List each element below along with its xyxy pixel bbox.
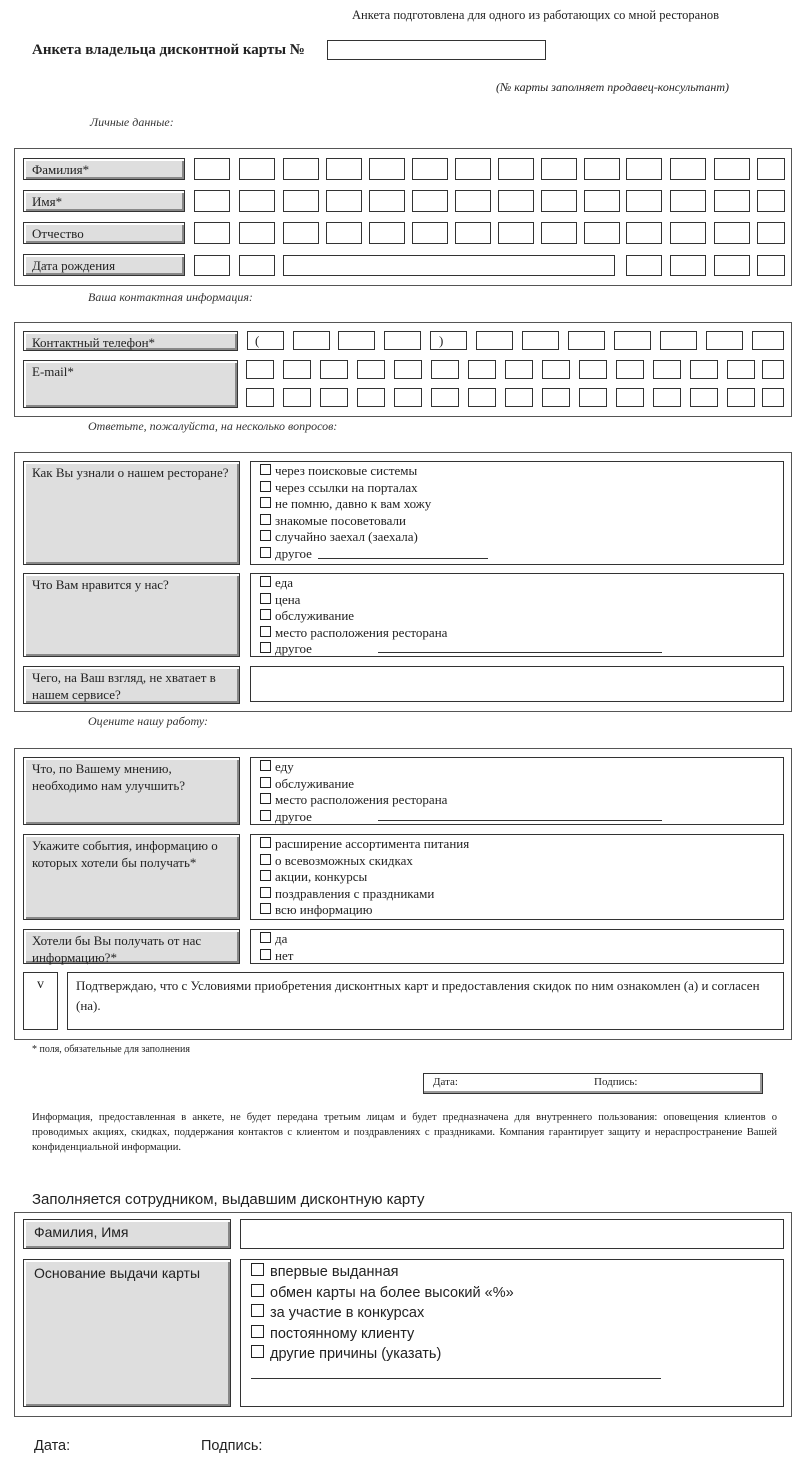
- q4-option-label: место расположения ресторана: [275, 792, 448, 808]
- checkbox-icon[interactable]: [260, 854, 271, 865]
- reason-option[interactable]: [251, 1303, 514, 1324]
- email-char-box[interactable]: [468, 360, 496, 379]
- q5-option[interactable]: [260, 902, 469, 919]
- privacy-text: Информация, предоставленная в анкете, не будет передана третьим лицам и будет предназначена для внутреннего пользования: оповещения клиентов о проводимых акциях, скидках, поддержания контактов с клиентом и поздравлениях с праздниками. Компания гарантирует защиту и нераспространение Вашей конфиденциальной информации.: [32, 1112, 777, 1153]
- email-char-box[interactable]: [505, 360, 533, 379]
- patronymic-char-box[interactable]: [412, 222, 448, 244]
- q4-other-line[interactable]: [378, 820, 662, 821]
- checkbox-icon[interactable]: [251, 1263, 264, 1276]
- q4-option-label: другое: [275, 808, 312, 824]
- q5-label: Укажите события, информацию о которых хотели бы получать*: [23, 834, 240, 920]
- checkbox-icon[interactable]: [260, 760, 271, 771]
- q2-option[interactable]: [260, 608, 447, 625]
- q2-option[interactable]: [260, 625, 447, 642]
- patronymic-label: Отчество: [23, 222, 185, 244]
- reason-option[interactable]: [251, 1324, 514, 1345]
- birth-day-input[interactable]: [194, 255, 230, 276]
- surname-char-box[interactable]: [369, 158, 405, 180]
- q1-option[interactable]: [260, 529, 431, 546]
- q4-option-label: еду: [275, 759, 294, 774]
- consent-text: Подтверждаю, что с Условиями приобретения дисконтных карт и предоставления скидок по ним ознакомлен (а) и согласен (на).: [67, 972, 784, 1030]
- q2-options: [260, 575, 447, 658]
- q1-option[interactable]: [260, 513, 431, 530]
- phone-digit-box[interactable]: [660, 331, 697, 350]
- q6-option[interactable]: [260, 948, 293, 965]
- section-questions: Ответьте, пожалуйста, на несколько вопросов:: [88, 419, 338, 433]
- checkbox-icon[interactable]: [260, 497, 271, 508]
- q1-label: Как Вы узнали о нашем ресторане?: [23, 461, 240, 565]
- card-number-input[interactable]: [327, 40, 546, 60]
- email-char-box[interactable]: [727, 388, 755, 407]
- checkbox-icon[interactable]: [260, 514, 271, 525]
- q6-option-label: да: [275, 931, 288, 946]
- reason-option[interactable]: [251, 1283, 514, 1304]
- section-rate: Оцените нашу работу:: [88, 714, 208, 728]
- reason-option-label: обмен карты на более высокий «%»: [270, 1284, 514, 1301]
- birth-extra-4[interactable]: [757, 255, 785, 276]
- q6-options: [260, 931, 293, 964]
- email-char-box[interactable]: [542, 360, 570, 379]
- q5-option-label: расширение ассортимента питания: [275, 836, 470, 851]
- phone-digit-box[interactable]: [476, 331, 513, 350]
- email-char-box[interactable]: [320, 388, 348, 407]
- q1-options: [260, 463, 431, 563]
- email-char-box[interactable]: [246, 388, 274, 407]
- q6-option-label: нет: [275, 947, 294, 963]
- surname-char-box[interactable]: [194, 158, 230, 180]
- surname-char-box[interactable]: [714, 158, 750, 180]
- phone-digit-box[interactable]: [293, 331, 330, 350]
- email-char-box[interactable]: [431, 388, 459, 407]
- q4-option[interactable]: [260, 809, 447, 826]
- surname-char-box[interactable]: [626, 158, 662, 180]
- checkbox-icon[interactable]: [260, 887, 271, 898]
- reason-option-label: постоянному клиенту: [270, 1325, 415, 1342]
- q1-option-label: через ссылки на порталах: [275, 479, 418, 495]
- staff-sign-label: Подпись:: [201, 1438, 263, 1454]
- email-char-box[interactable]: [579, 360, 607, 379]
- email-char-box[interactable]: [394, 388, 422, 407]
- form-title: Анкета владельца дисконтной карты №: [32, 42, 305, 58]
- q1-option[interactable]: [260, 480, 431, 497]
- name-char-box[interactable]: [455, 190, 491, 212]
- email-label: E-mail*: [23, 360, 238, 408]
- phone-close-paren: ): [439, 333, 444, 348]
- q6-option[interactable]: [260, 931, 293, 948]
- email-char-box[interactable]: [727, 360, 755, 379]
- checkbox-icon[interactable]: [260, 642, 271, 653]
- phone-digit-box[interactable]: [522, 331, 559, 350]
- header-note: Анкета подготовлена для одного из работающих со мной ресторанов: [352, 8, 720, 22]
- checkbox-icon[interactable]: [260, 593, 271, 604]
- date-sign-box[interactable]: [423, 1073, 763, 1094]
- surname-char-box[interactable]: [670, 158, 706, 180]
- surname-char-box[interactable]: [239, 158, 275, 180]
- required-note: * поля, обязательные для заполнения: [32, 1044, 190, 1055]
- q4-options: [260, 759, 447, 825]
- patronymic-char-box[interactable]: [541, 222, 577, 244]
- name-char-box[interactable]: [498, 190, 534, 212]
- surname-char-box[interactable]: [283, 158, 319, 180]
- q5-option[interactable]: [260, 886, 469, 903]
- checkbox-icon[interactable]: [251, 1304, 264, 1317]
- phone-digit-box[interactable]: [614, 331, 651, 350]
- q4-option-label: обслуживание: [275, 775, 355, 791]
- phone-open-paren: (: [255, 333, 260, 348]
- q1-option-label: другое: [275, 545, 312, 561]
- patronymic-char-box[interactable]: [584, 222, 620, 244]
- q1-option[interactable]: [260, 496, 431, 513]
- date-label: Дата:: [433, 1076, 458, 1088]
- birth-month-input[interactable]: [239, 255, 275, 276]
- phone-digit-box[interactable]: [706, 331, 743, 350]
- birth-year-input[interactable]: [283, 255, 615, 276]
- checkbox-icon[interactable]: [260, 810, 271, 821]
- q2-option-label: обслуживание: [275, 608, 355, 624]
- checkbox-icon[interactable]: [260, 626, 271, 637]
- q2-label: Что Вам нравится у нас?: [23, 573, 240, 657]
- q4-option[interactable]: [260, 776, 447, 793]
- surname-char-box[interactable]: [541, 158, 577, 180]
- q1-other-line[interactable]: [318, 558, 488, 559]
- patronymic-char-box[interactable]: [194, 222, 230, 244]
- q1-option-label: не помню, давно к вам хожу: [275, 496, 432, 512]
- name-char-box[interactable]: [412, 190, 448, 212]
- checkbox-icon[interactable]: [251, 1284, 264, 1297]
- patronymic-char-box[interactable]: [714, 222, 750, 244]
- name-char-box[interactable]: [239, 190, 275, 212]
- q5-option[interactable]: [260, 853, 469, 870]
- q5-option[interactable]: [260, 836, 469, 853]
- email-char-box[interactable]: [505, 388, 533, 407]
- q5-option-label: акции, конкурсы: [275, 869, 368, 885]
- phone-digit-box[interactable]: [338, 331, 375, 350]
- birth-extra-3[interactable]: [714, 255, 750, 276]
- checkbox-icon[interactable]: [260, 481, 271, 492]
- phone-digit-box[interactable]: [247, 331, 284, 350]
- email-char-box[interactable]: [320, 360, 348, 379]
- phone-digit-box[interactable]: [568, 331, 605, 350]
- name-char-box[interactable]: [283, 190, 319, 212]
- email-char-box[interactable]: [762, 388, 784, 407]
- checkbox-icon[interactable]: [260, 793, 271, 804]
- q2-option-label: другое: [275, 641, 312, 657]
- email-char-box[interactable]: [762, 360, 784, 379]
- email-char-box[interactable]: [357, 360, 385, 379]
- checkbox-icon[interactable]: [260, 837, 271, 848]
- email-char-box[interactable]: [616, 360, 644, 379]
- email-char-box[interactable]: [246, 360, 274, 379]
- email-char-box[interactable]: [542, 388, 570, 407]
- name-label: Имя*: [23, 190, 185, 212]
- q1-option-label: знакомые посоветовали: [275, 512, 406, 528]
- email-char-box[interactable]: [283, 388, 311, 407]
- q2-option[interactable]: [260, 575, 447, 592]
- surname-char-box[interactable]: [584, 158, 620, 180]
- patronymic-char-box[interactable]: [239, 222, 275, 244]
- name-char-box[interactable]: [369, 190, 405, 212]
- email-char-box[interactable]: [431, 360, 459, 379]
- birth-date-label: Дата рождения: [23, 254, 185, 276]
- birth-extra-2[interactable]: [670, 255, 706, 276]
- reason-option-label: впервые выданная: [270, 1264, 399, 1280]
- checkbox-icon[interactable]: [260, 547, 271, 558]
- checkbox-icon[interactable]: [260, 903, 271, 914]
- q5-option[interactable]: [260, 869, 469, 886]
- email-char-box[interactable]: [690, 360, 718, 379]
- sign-label: Подпись:: [594, 1076, 638, 1088]
- q5-option-label: всю информацию: [275, 902, 373, 918]
- patronymic-char-box[interactable]: [455, 222, 491, 244]
- reason-label: Основание выдачи карты: [23, 1259, 231, 1407]
- q4-option[interactable]: [260, 792, 447, 809]
- patronymic-char-box[interactable]: [283, 222, 319, 244]
- phone-digit-box[interactable]: [430, 331, 467, 350]
- section-contact: Ваша контактная информация:: [88, 290, 253, 304]
- phone-digit-box[interactable]: [384, 331, 421, 350]
- q6-label: Хотели бы Вы получать от нас информацию?*: [23, 929, 240, 964]
- surname-char-box[interactable]: [455, 158, 491, 180]
- q5-option-label: о всевозможных скидках: [275, 852, 413, 868]
- section-personal: Личные данные:: [90, 115, 174, 129]
- staff-name-input[interactable]: [240, 1219, 784, 1249]
- surname-char-box[interactable]: [326, 158, 362, 180]
- q5-options: [260, 836, 469, 919]
- surname-char-box[interactable]: [498, 158, 534, 180]
- checkbox-icon[interactable]: [260, 576, 271, 587]
- q2-option[interactable]: [260, 641, 447, 658]
- patronymic-char-box[interactable]: [626, 222, 662, 244]
- email-char-box[interactable]: [690, 388, 718, 407]
- patronymic-char-box[interactable]: [757, 222, 785, 244]
- consent-checkbox[interactable]: v: [23, 972, 58, 1030]
- checkbox-icon[interactable]: [260, 870, 271, 881]
- checkbox-icon[interactable]: [251, 1345, 264, 1358]
- reason-other-line[interactable]: [251, 1378, 661, 1379]
- name-char-box[interactable]: [326, 190, 362, 212]
- patronymic-char-box[interactable]: [326, 222, 362, 244]
- checkbox-icon[interactable]: [260, 464, 271, 475]
- staff-date-label: Дата:: [34, 1438, 71, 1454]
- email-char-box[interactable]: [394, 360, 422, 379]
- q3-answer-input[interactable]: [250, 666, 784, 702]
- checkbox-icon[interactable]: [260, 949, 271, 960]
- patronymic-char-box[interactable]: [498, 222, 534, 244]
- email-char-box[interactable]: [653, 388, 681, 407]
- email-char-box[interactable]: [468, 388, 496, 407]
- email-char-box[interactable]: [283, 360, 311, 379]
- checkbox-icon[interactable]: [260, 530, 271, 541]
- q3-label: Чего, на Ваш взгляд, не хватает в нашем сервисе?: [23, 666, 240, 704]
- email-char-box[interactable]: [579, 388, 607, 407]
- card-number-note: (№ карты заполняет продавец-консультант): [496, 80, 730, 94]
- patronymic-char-box[interactable]: [369, 222, 405, 244]
- name-char-box[interactable]: [584, 190, 620, 212]
- q1-option-label: случайно заехал (заехала): [275, 529, 418, 545]
- q2-option-label: цена: [275, 591, 301, 607]
- surname-char-box[interactable]: [412, 158, 448, 180]
- q5-option-label: поздравления с праздниками: [275, 885, 435, 901]
- checkbox-icon[interactable]: [260, 609, 271, 620]
- reason-option-label: за участие в конкурсах: [270, 1305, 425, 1321]
- surname-char-box[interactable]: [757, 158, 785, 180]
- staff-name-label: Фамилия, Имя: [23, 1219, 231, 1249]
- staff-title: Заполняется сотрудником, выдавшим дисконтную карту: [32, 1191, 425, 1208]
- q2-other-line[interactable]: [378, 652, 662, 653]
- birth-extra-1[interactable]: [626, 255, 662, 276]
- q2-option[interactable]: [260, 592, 447, 609]
- email-char-box[interactable]: [616, 388, 644, 407]
- reason-option[interactable]: [251, 1344, 514, 1365]
- name-char-box[interactable]: [714, 190, 750, 212]
- name-char-box[interactable]: [541, 190, 577, 212]
- surname-label: Фамилия*: [23, 158, 185, 180]
- checkbox-icon[interactable]: [251, 1325, 264, 1338]
- q1-option-label: через поисковые системы: [275, 463, 418, 478]
- patronymic-char-box[interactable]: [670, 222, 706, 244]
- name-char-box[interactable]: [670, 190, 706, 212]
- q4-label: Что, по Вашему мнению, необходимо нам улучшить?: [23, 757, 240, 825]
- phone-label: Контактный телефон*: [23, 331, 238, 351]
- checkbox-icon[interactable]: [260, 777, 271, 788]
- q1-option[interactable]: [260, 546, 431, 563]
- q2-option-label: еда: [275, 575, 293, 590]
- q2-option-label: место расположения ресторана: [275, 624, 448, 640]
- reason-option-label: другие причины (указать): [270, 1346, 442, 1362]
- checkbox-icon[interactable]: [260, 932, 271, 943]
- name-char-box[interactable]: [194, 190, 230, 212]
- reason-options: [251, 1262, 514, 1365]
- q4-option[interactable]: [260, 759, 447, 776]
- email-char-box[interactable]: [357, 388, 385, 407]
- phone-digit-box[interactable]: [752, 331, 784, 350]
- reason-option[interactable]: [251, 1262, 514, 1283]
- name-char-box[interactable]: [757, 190, 785, 212]
- q6-options-box: [250, 929, 784, 964]
- email-char-box[interactable]: [653, 360, 681, 379]
- q1-option[interactable]: [260, 463, 431, 480]
- name-char-box[interactable]: [626, 190, 662, 212]
